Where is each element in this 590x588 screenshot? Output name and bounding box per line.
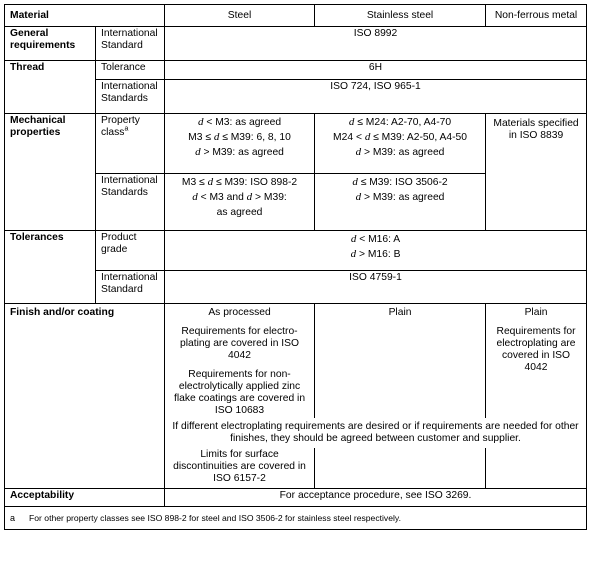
- steel-class-line: d < M3: as agreed: [197, 116, 282, 128]
- steel-surface-limits-note: Limits for surface discontinuities are covered in ISO 6157-2: [165, 448, 315, 489]
- property-class-label-cell: [96, 114, 165, 174]
- thread-standards-value: ISO 724, ISO 965-1: [165, 80, 587, 114]
- thread-tolerance-row: [5, 61, 587, 80]
- nonferrous-materials: Materials specified in ISO 8839: [486, 114, 587, 231]
- thread-tolerance-label: Tolerance: [96, 61, 165, 80]
- tolerances-label: Tolerances: [5, 231, 96, 304]
- thread-label: Thread: [5, 61, 96, 114]
- product-grade-label: Product grade: [96, 231, 165, 271]
- mechanical-property-class-row: [5, 114, 587, 174]
- finish-label: Finish and/or coating: [5, 304, 165, 489]
- specification-table: [4, 4, 587, 530]
- steel-finish-head: As processed: [208, 307, 271, 318]
- footnote-row: [5, 507, 587, 530]
- steel-standards-line: d < M3 and d > M39:: [192, 191, 287, 203]
- tolerances-grade-row: [5, 231, 587, 271]
- acceptability-label: Acceptability: [5, 489, 165, 507]
- footnote-cell: [5, 507, 587, 530]
- stainless-finish-head: Plain: [388, 307, 412, 318]
- nonferrous-electroplating-note: Requirements for electroplating are covered in ISO 4042: [496, 326, 576, 373]
- header-steel: Steel: [165, 5, 315, 27]
- footnote-marker: a: [10, 513, 16, 523]
- product-grade-values: [165, 231, 587, 271]
- specification-table-sheet: [4, 4, 586, 530]
- acceptability-row: [5, 489, 587, 507]
- stainless-standards-line: d > M39: as agreed: [355, 191, 445, 203]
- thread-tolerance-value: 6H: [165, 61, 587, 80]
- tolerances-standards-label: International Standard: [96, 271, 165, 304]
- stainless-class-line: M24 < d ≤ M39: A2-50, A4-50: [333, 131, 467, 143]
- mechanical-properties-label: Mechanical properties: [5, 114, 96, 231]
- steel-standards-line: M3 ≤ d ≤ M39: ISO 898-2: [181, 176, 298, 188]
- footnote-reference: a: [124, 125, 129, 133]
- stainless-limits-empty: [315, 448, 486, 489]
- stainless-mechanical-standards: [315, 174, 486, 231]
- property-class-label: Property class: [101, 115, 140, 138]
- stainless-class-line: d > M39: as agreed: [355, 146, 445, 158]
- steel-standards-line: as agreed: [216, 207, 263, 218]
- footnote-text: For other property classes see ISO 898-2 for steel and ISO 3506-2 for stainless steel respectively.: [29, 513, 401, 523]
- product-grade-line: d > M16: B: [350, 248, 401, 260]
- product-grade-line: d < M16: A: [350, 233, 401, 245]
- steel-electroplating-note: Requirements for electro-plating are covered in ISO 4042: [179, 326, 300, 361]
- general-requirements-row: [5, 27, 587, 61]
- thread-standards-label: International Standards: [96, 80, 165, 114]
- finish-stainless: [315, 304, 486, 419]
- acceptability-value: For acceptance procedure, see ISO 3269.: [165, 489, 587, 507]
- steel-mechanical-standards: [165, 174, 315, 231]
- finish-row: [5, 304, 587, 419]
- stainless-property-class: [315, 114, 486, 174]
- tolerances-standards-value: ISO 4759-1: [165, 271, 587, 304]
- finish-steel: [165, 304, 315, 419]
- steel-class-line: M3 ≤ d ≤ M39: 6, 8, 10: [188, 131, 291, 143]
- steel-property-class: [165, 114, 315, 174]
- nonferrous-finish-head: Plain: [524, 307, 548, 318]
- steel-class-line: d > M39: as agreed: [195, 146, 284, 158]
- header-row: [5, 5, 587, 27]
- general-standard-label: International Standard: [96, 27, 165, 61]
- header-stainless-steel: Stainless steel: [315, 5, 486, 27]
- finish-common-note: If different electroplating requirements are desired or if requirements are needed for other finishes, they should be agreed between customer and supplier.: [165, 418, 587, 448]
- mechanical-standards-label: International Standards: [96, 174, 165, 231]
- nonferrous-limits-empty: [486, 448, 587, 489]
- header-material: Material: [5, 5, 165, 27]
- general-requirements-label: General requirements: [5, 27, 96, 61]
- stainless-standards-line: d ≤ M39: ISO 3506-2: [352, 176, 448, 188]
- header-non-ferrous-metal: Non-ferrous metal: [486, 5, 587, 27]
- steel-zinc-flake-note: Requirements for non-electrolytically applied zinc flake coatings are covered in ISO 10683: [173, 369, 306, 416]
- stainless-class-line: d ≤ M24: A2-70, A4-70: [348, 116, 452, 128]
- finish-nonferrous: [486, 304, 587, 419]
- general-standard-value: ISO 8992: [165, 27, 587, 61]
